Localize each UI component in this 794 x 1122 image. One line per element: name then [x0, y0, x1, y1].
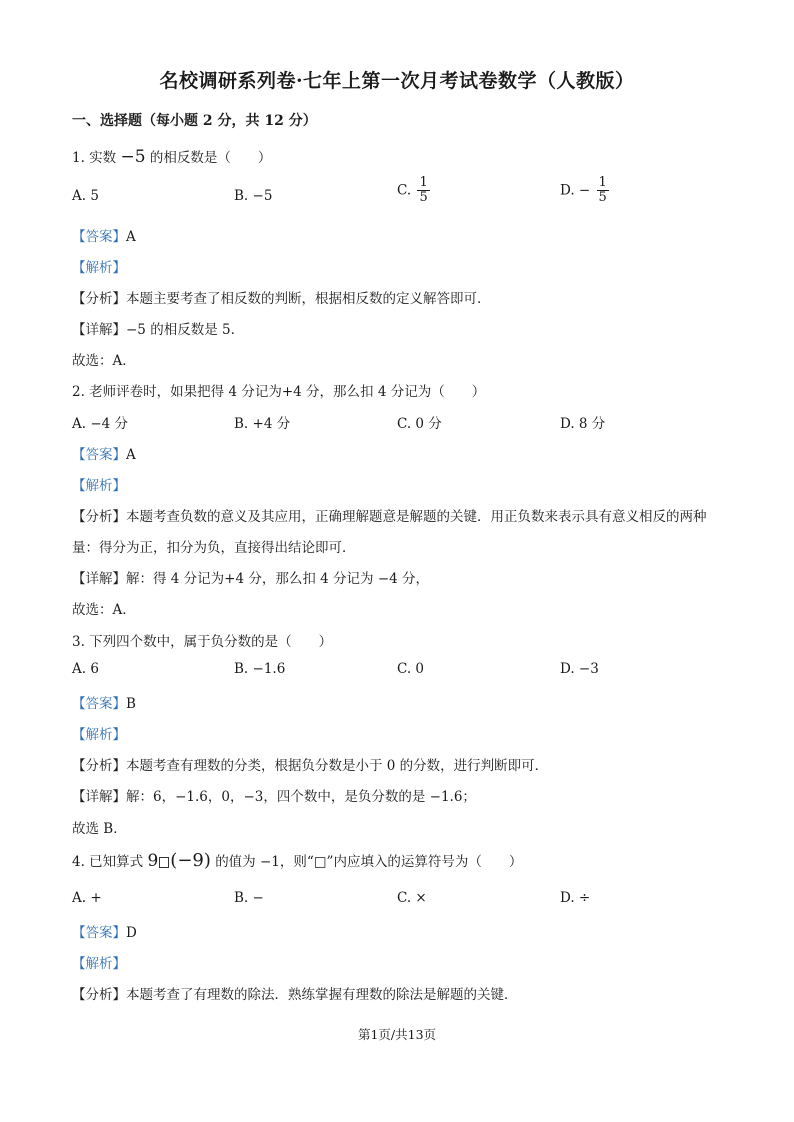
q1-option-a: A. 5: [72, 188, 99, 204]
q3-option-a: A. 6: [72, 661, 99, 677]
q2-choose: 故选：A．: [72, 602, 136, 618]
q1-answer: 【答案】A: [72, 229, 136, 245]
fraction: $\frac{1}{5}$: [419, 175, 428, 206]
q1-choose: 故选：A．: [72, 353, 136, 369]
q1-option-d: D. − $\frac{1}{5}$: [560, 175, 607, 206]
q2-option-a: A. −4 分: [72, 416, 129, 432]
q4-analysis-tag: 【解析】: [72, 956, 126, 972]
q1-xiangjie: 【详解】−5 的相反数是 5．: [72, 322, 245, 338]
q1-fenxi: 【分析】本题主要考查了相反数的判断，根据相反数的定义解答即可．: [72, 291, 491, 307]
question-3-stem: 3. 下列四个数中，属于负分数的是（ ）: [72, 634, 333, 650]
q4-answer: 【答案】D: [72, 925, 137, 941]
q3-option-b: B. −1.6: [234, 661, 286, 677]
q1-analysis-tag: 【解析】: [72, 260, 126, 276]
q3-option-d: D. −3: [560, 661, 599, 677]
q3-fenxi: 【分析】本题考查有理数的分类，根据负分数是小于 0 的分数，进行判断即可．: [72, 758, 549, 774]
q3-analysis-tag: 【解析】: [72, 727, 126, 743]
blank-box: [159, 857, 169, 868]
q4-option-b: B. −: [234, 890, 264, 906]
q2-option-d: D. 8 分: [560, 416, 606, 432]
q4-option-d: D. ÷: [560, 890, 591, 906]
q2-option-b: B. +4 分: [234, 416, 291, 432]
q3-choose: 故选 B．: [72, 821, 127, 837]
q2-analysis-tag: 【解析】: [72, 478, 126, 494]
q4-option-c: C. ×: [397, 890, 427, 906]
q1-option-b: B. −5: [234, 188, 273, 204]
question-2-stem: 2. 老师评卷时，如果把得 4 分记为+4 分，那么扣 4 分记为（ ）: [72, 384, 486, 400]
q4-fenxi: 【分析】本题考查了有理数的除法．熟练掌握有理数的除法是解题的关键．: [72, 987, 518, 1003]
question-1-stem: 1. 实数 −5 的相反数是（ ）: [72, 147, 272, 167]
q2-xiangjie: 【详解】解：得 4 分记为+4 分，那么扣 4 分记为 −4 分，: [72, 571, 430, 587]
page-footer: 第1页/共13页: [357, 1027, 437, 1042]
question-4-stem: 4. 已知算式 9 (−9) 的值为 −1，则“□”内应填入的运算符号为（ ）: [72, 850, 523, 871]
q3-option-c: C. 0: [397, 661, 425, 677]
section-heading: 一、选择题（每小题 2 分，共 12 分）: [72, 113, 317, 129]
q1-option-c: C. $\frac{1}{5}$: [397, 175, 428, 206]
page-title: 名校调研系列卷·七年上第一次月考试卷数学（人教版）: [159, 70, 635, 92]
q3-xiangjie: 【详解】解：6，−1.6，0，−3，四个数中，是负分数的是 −1.6；: [72, 789, 476, 805]
q2-option-c: C. 0 分: [397, 416, 442, 432]
q2-fenxi-line2: 量：得分为正，扣分为负，直接得出结论即可．: [72, 540, 356, 556]
q2-answer: 【答案】A: [72, 447, 136, 463]
q4-option-a: A. +: [72, 890, 102, 906]
q2-fenxi-line1: 【分析】本题考查负数的意义及其应用，正确理解题意是解题的关键．用正负数来表示具有意义相反的两种: [72, 509, 707, 525]
q3-answer: 【答案】B: [72, 696, 136, 712]
fraction: $\frac{1}{5}$: [598, 175, 607, 206]
